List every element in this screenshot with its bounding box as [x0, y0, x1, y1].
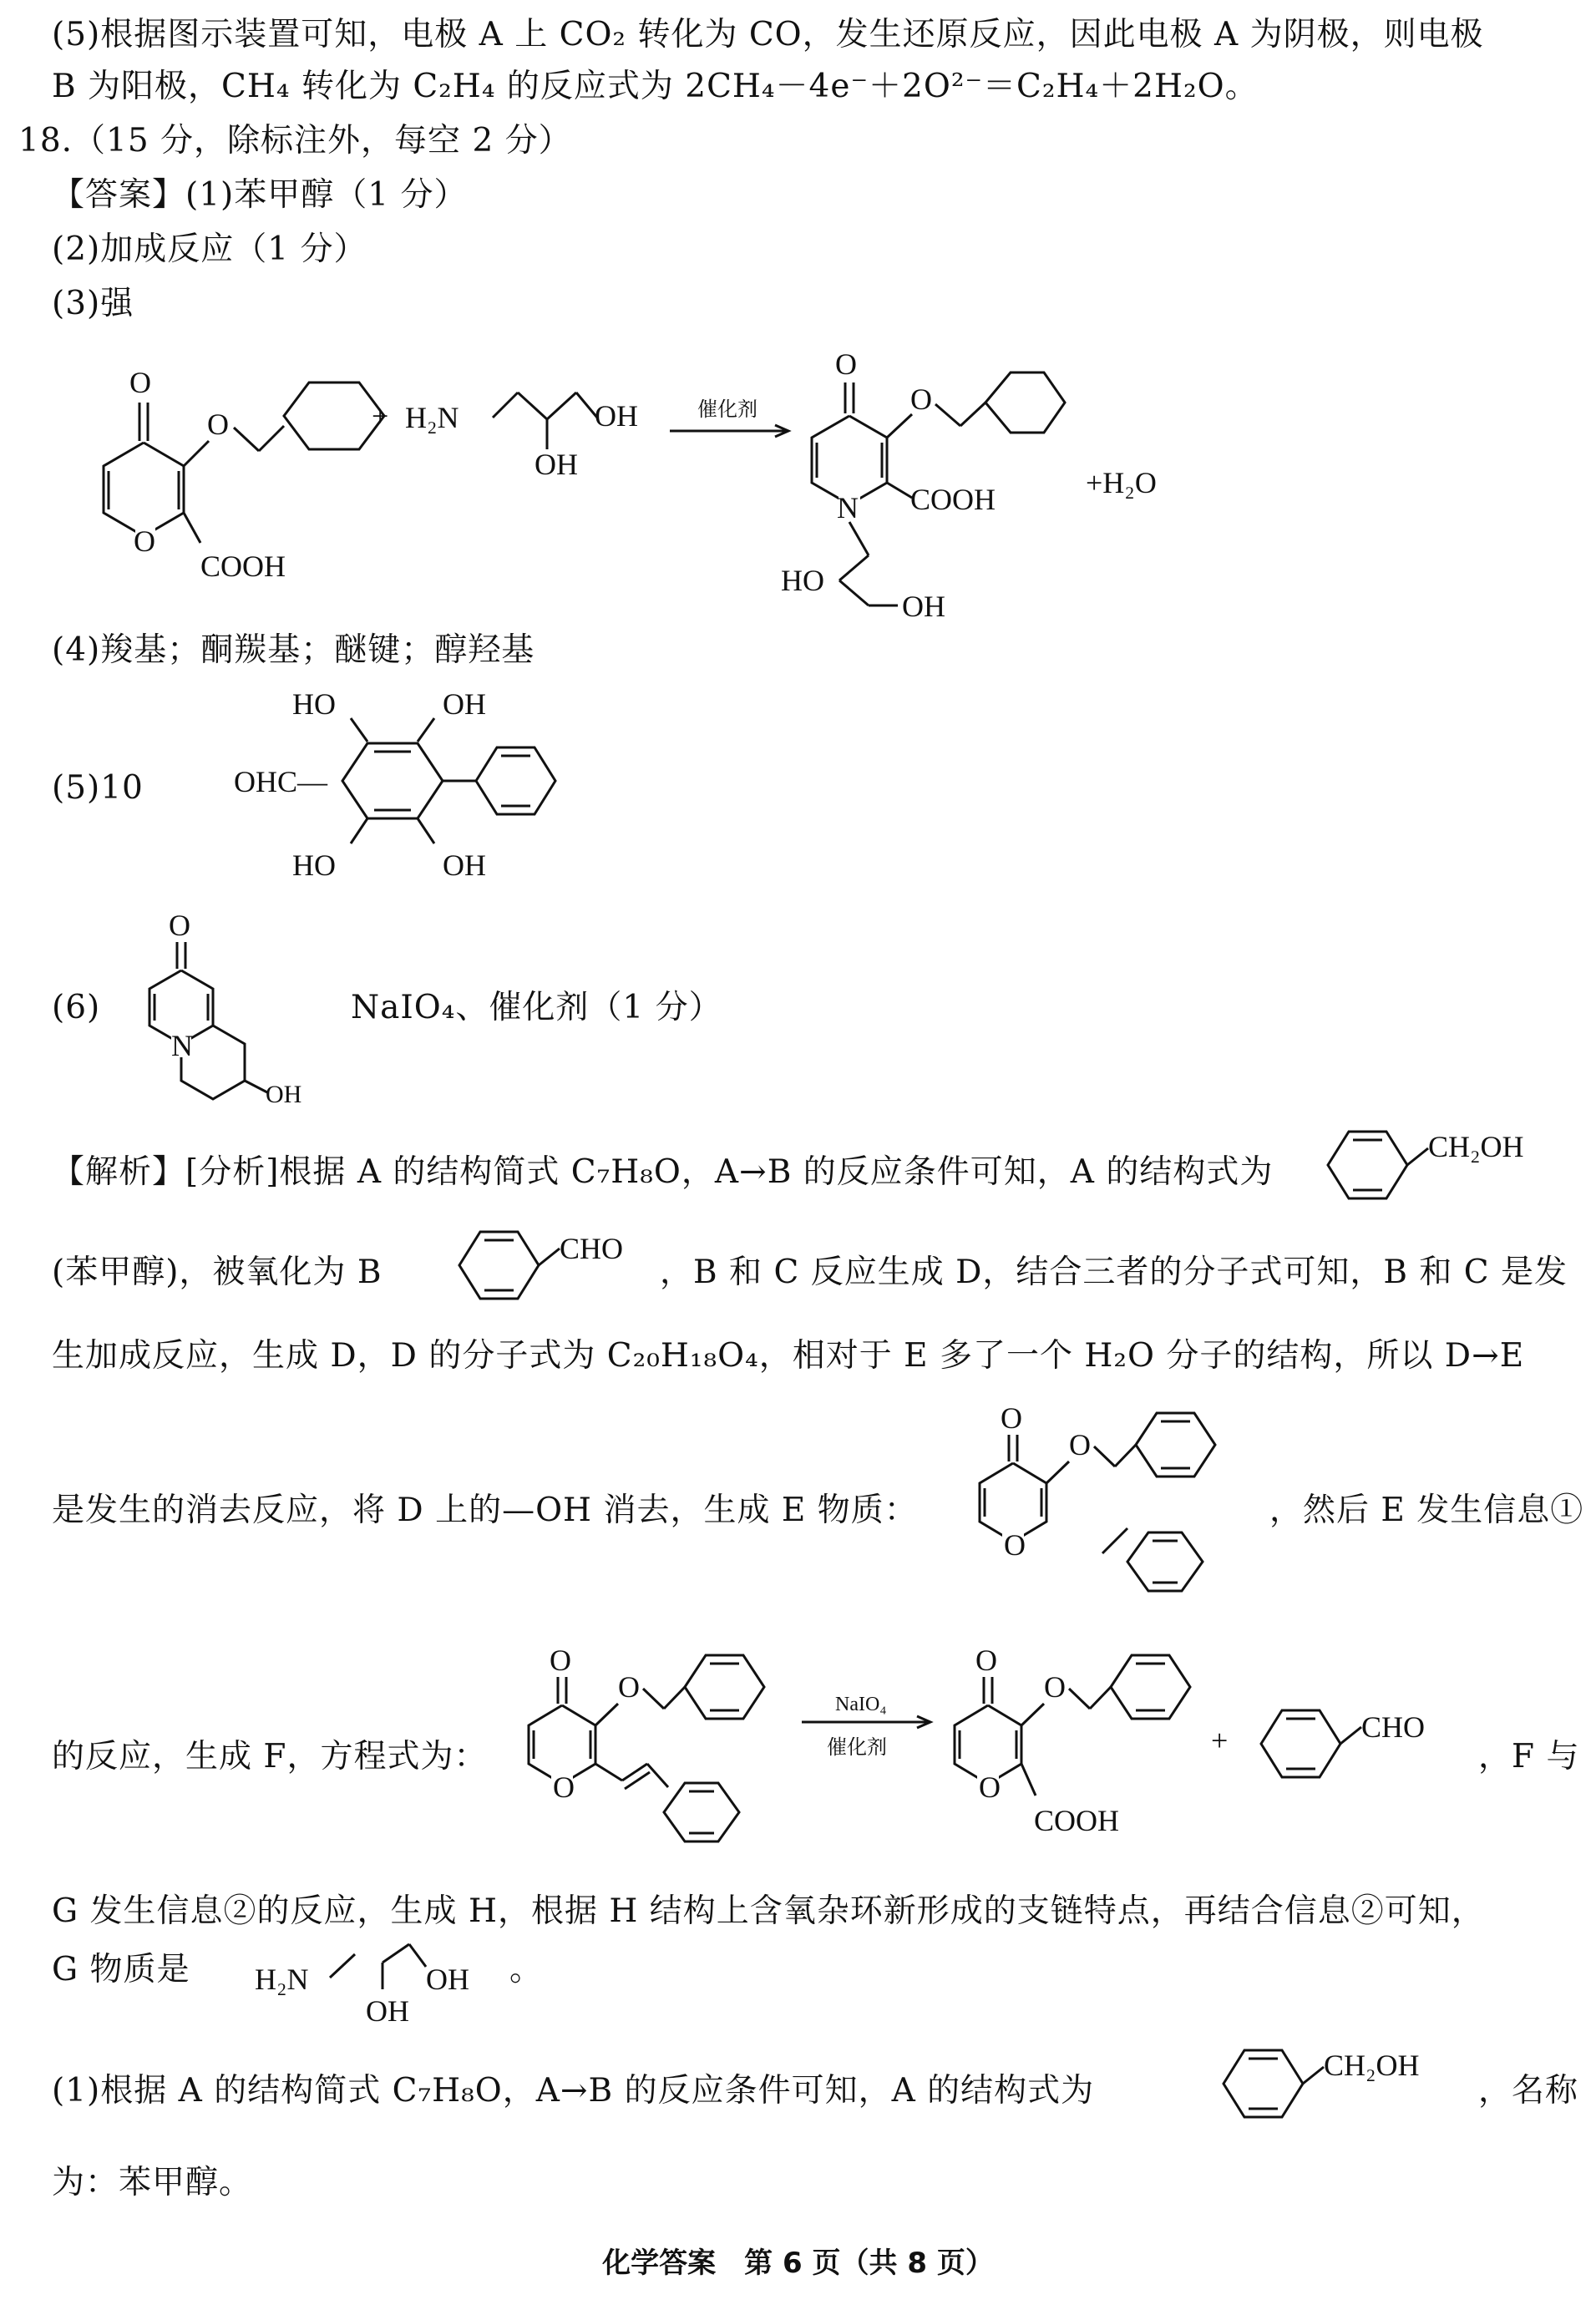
svg-text:O: O: [975, 1644, 997, 1677]
svg-text:O: O: [1004, 1528, 1026, 1562]
answer-6: (6): [52, 989, 101, 1026]
svg-text:NaIO₄: NaIO₄: [835, 1694, 887, 1715]
compound-f-product: [955, 1644, 1190, 1837]
svg-text:催化剂: 催化剂: [827, 1735, 887, 1759]
svg-text:O: O: [207, 408, 229, 441]
svg-text:OH: OH: [266, 1081, 302, 1108]
analysis-line-7b: ，名称: [1478, 2072, 1579, 2110]
product-pyridinone: [781, 347, 1065, 623]
svg-text:N: N: [171, 1029, 193, 1062]
svg-text:催化剂: 催化剂: [697, 398, 757, 421]
svg-text:COOH: COOH: [910, 483, 996, 516]
svg-text:OH: OH: [595, 399, 638, 433]
text-line-5a: (5)根据图示装置可知，电极 A 上 CO₂ 转化为 CO，发生还原反应，因此电极 A 为阴极，则电极: [52, 16, 1484, 53]
svg-text:O: O: [550, 1644, 571, 1677]
analysis-line-3b: ，然后 E 发生信息①: [1269, 1492, 1584, 1529]
svg-text:O: O: [1044, 1670, 1066, 1704]
svg-text:O: O: [553, 1770, 575, 1804]
compound-g-structure: [251, 1929, 526, 2029]
svg-text:H₂N: H₂N: [405, 401, 459, 434]
svg-text:O: O: [910, 382, 932, 416]
svg-text:OH: OH: [443, 687, 486, 721]
svg-text:HO: HO: [292, 848, 336, 882]
svg-text:OH: OH: [366, 1994, 409, 2028]
reactant-pyranone: [104, 366, 384, 583]
svg-text:COOH: COOH: [200, 550, 286, 583]
analysis-line-6a: G 物质是: [52, 1951, 190, 1988]
svg-text:CHO: CHO: [560, 1232, 624, 1265]
analysis-line-7a: (1)根据 A 的结构简式 C₇H₈O，A→B 的反应条件可知，A 的结构式为: [52, 2072, 1095, 2110]
svg-text:+: +: [1211, 1724, 1229, 1757]
analysis-line-2: 生加成反应，生成 D，D 的分子式为 C₂₀H₁₈O₄，相对于 E 多了一个 H₂O 分子的结构，所以 D→E: [52, 1337, 1525, 1375]
svg-text:+: +: [372, 399, 389, 433]
svg-text:O: O: [129, 366, 151, 399]
svg-text:OH: OH: [426, 1963, 469, 1996]
reaction-e-to-f-scheme: [518, 1637, 1528, 1871]
analysis-line-3a: 是发生的消去反应，将 D 上的—OH 消去，生成 E 物质：: [52, 1492, 918, 1529]
benzaldehyde-byproduct: [1261, 1710, 1425, 1777]
analysis-line-1b: (苯甲醇)，被氧化为 B: [52, 1254, 383, 1291]
svg-text:OH: OH: [443, 848, 486, 882]
answer-1: 【答案】(1)苯甲醇（1 分）: [52, 176, 468, 214]
answer-6-reagent: NaIO₄、催化剂（1 分）: [351, 989, 722, 1026]
svg-text:H₂N: H₂N: [255, 1963, 309, 1996]
svg-text:O: O: [134, 524, 155, 558]
question-18-header: 18.（15 分，除标注外，每空 2 分）: [18, 122, 572, 160]
analysis-line-5: G 发生信息②的反应，生成 H，根据 H 结构上含氧杂环新形成的支链特点，再结合信息②可知，: [52, 1892, 1485, 1930]
svg-text:CH₂OH: CH₂OH: [1428, 1130, 1524, 1163]
svg-text:O: O: [169, 909, 190, 942]
reaction-3-scheme: [84, 347, 1269, 635]
answer-3: (3)强: [52, 285, 134, 322]
svg-text:OHC—: OHC—: [234, 765, 328, 798]
svg-text:HO: HO: [781, 564, 824, 597]
reactant-aminodiol: [405, 393, 638, 481]
svg-text:O: O: [835, 347, 857, 381]
page-footer: 化学答案 第 6 页（共 8 页）: [602, 2247, 994, 2280]
svg-text:OH: OH: [902, 590, 945, 623]
svg-text:OH: OH: [535, 448, 578, 481]
svg-text:CHO: CHO: [1361, 1710, 1426, 1744]
answer-2: (2)加成反应（1 分）: [52, 230, 367, 268]
svg-text:COOH: COOH: [1034, 1804, 1120, 1837]
svg-text:O: O: [618, 1670, 640, 1704]
svg-text:+H₂O: +H₂O: [1086, 466, 1157, 499]
analysis-line-1a: 【解析】[分析]根据 A 的结构简式 C₇H₈O，A→B 的反应条件可知，A 的结构式为: [52, 1153, 1274, 1191]
svg-text:O: O: [1069, 1428, 1091, 1461]
benzyl-alcohol-structure-2: [1207, 2042, 1482, 2125]
answer-4: (4)羧基；酮羰基；醚键；醇羟基: [52, 631, 535, 669]
benzaldehyde-structure-1: [451, 1223, 668, 1307]
answer-5-structure: [234, 676, 585, 894]
analysis-line-4a: 的反应，生成 F，方程式为：: [52, 1738, 488, 1775]
analysis-line-8: 为：苯甲醇。: [52, 2164, 253, 2201]
analysis-line-4b: ，F 与: [1478, 1738, 1580, 1775]
analysis-line-1c: ，B 和 C 反应生成 D，结合三者的分子式可知，B 和 C 是发: [660, 1254, 1568, 1291]
svg-text:O: O: [1001, 1401, 1022, 1435]
text-line-5b: B 为阳极，CH₄ 转化为 C₂H₄ 的反应式为 2CH₄－4e⁻＋2O²⁻＝C₂H₄＋2H₂O。: [52, 68, 1259, 105]
answer-6-structure: [125, 902, 342, 1119]
svg-text:HO: HO: [292, 687, 336, 721]
svg-text:CH₂OH: CH₂OH: [1324, 2049, 1420, 2082]
svg-text:N: N: [837, 491, 859, 524]
answer-5: (5)10: [52, 769, 144, 807]
svg-text:O: O: [979, 1770, 1001, 1804]
compound-e-structure: [960, 1395, 1261, 1603]
compound-e-reactant: [529, 1644, 764, 1841]
benzyl-alcohol-structure-1: [1311, 1123, 1587, 1207]
analysis-line-6b: 。: [509, 1951, 544, 1988]
